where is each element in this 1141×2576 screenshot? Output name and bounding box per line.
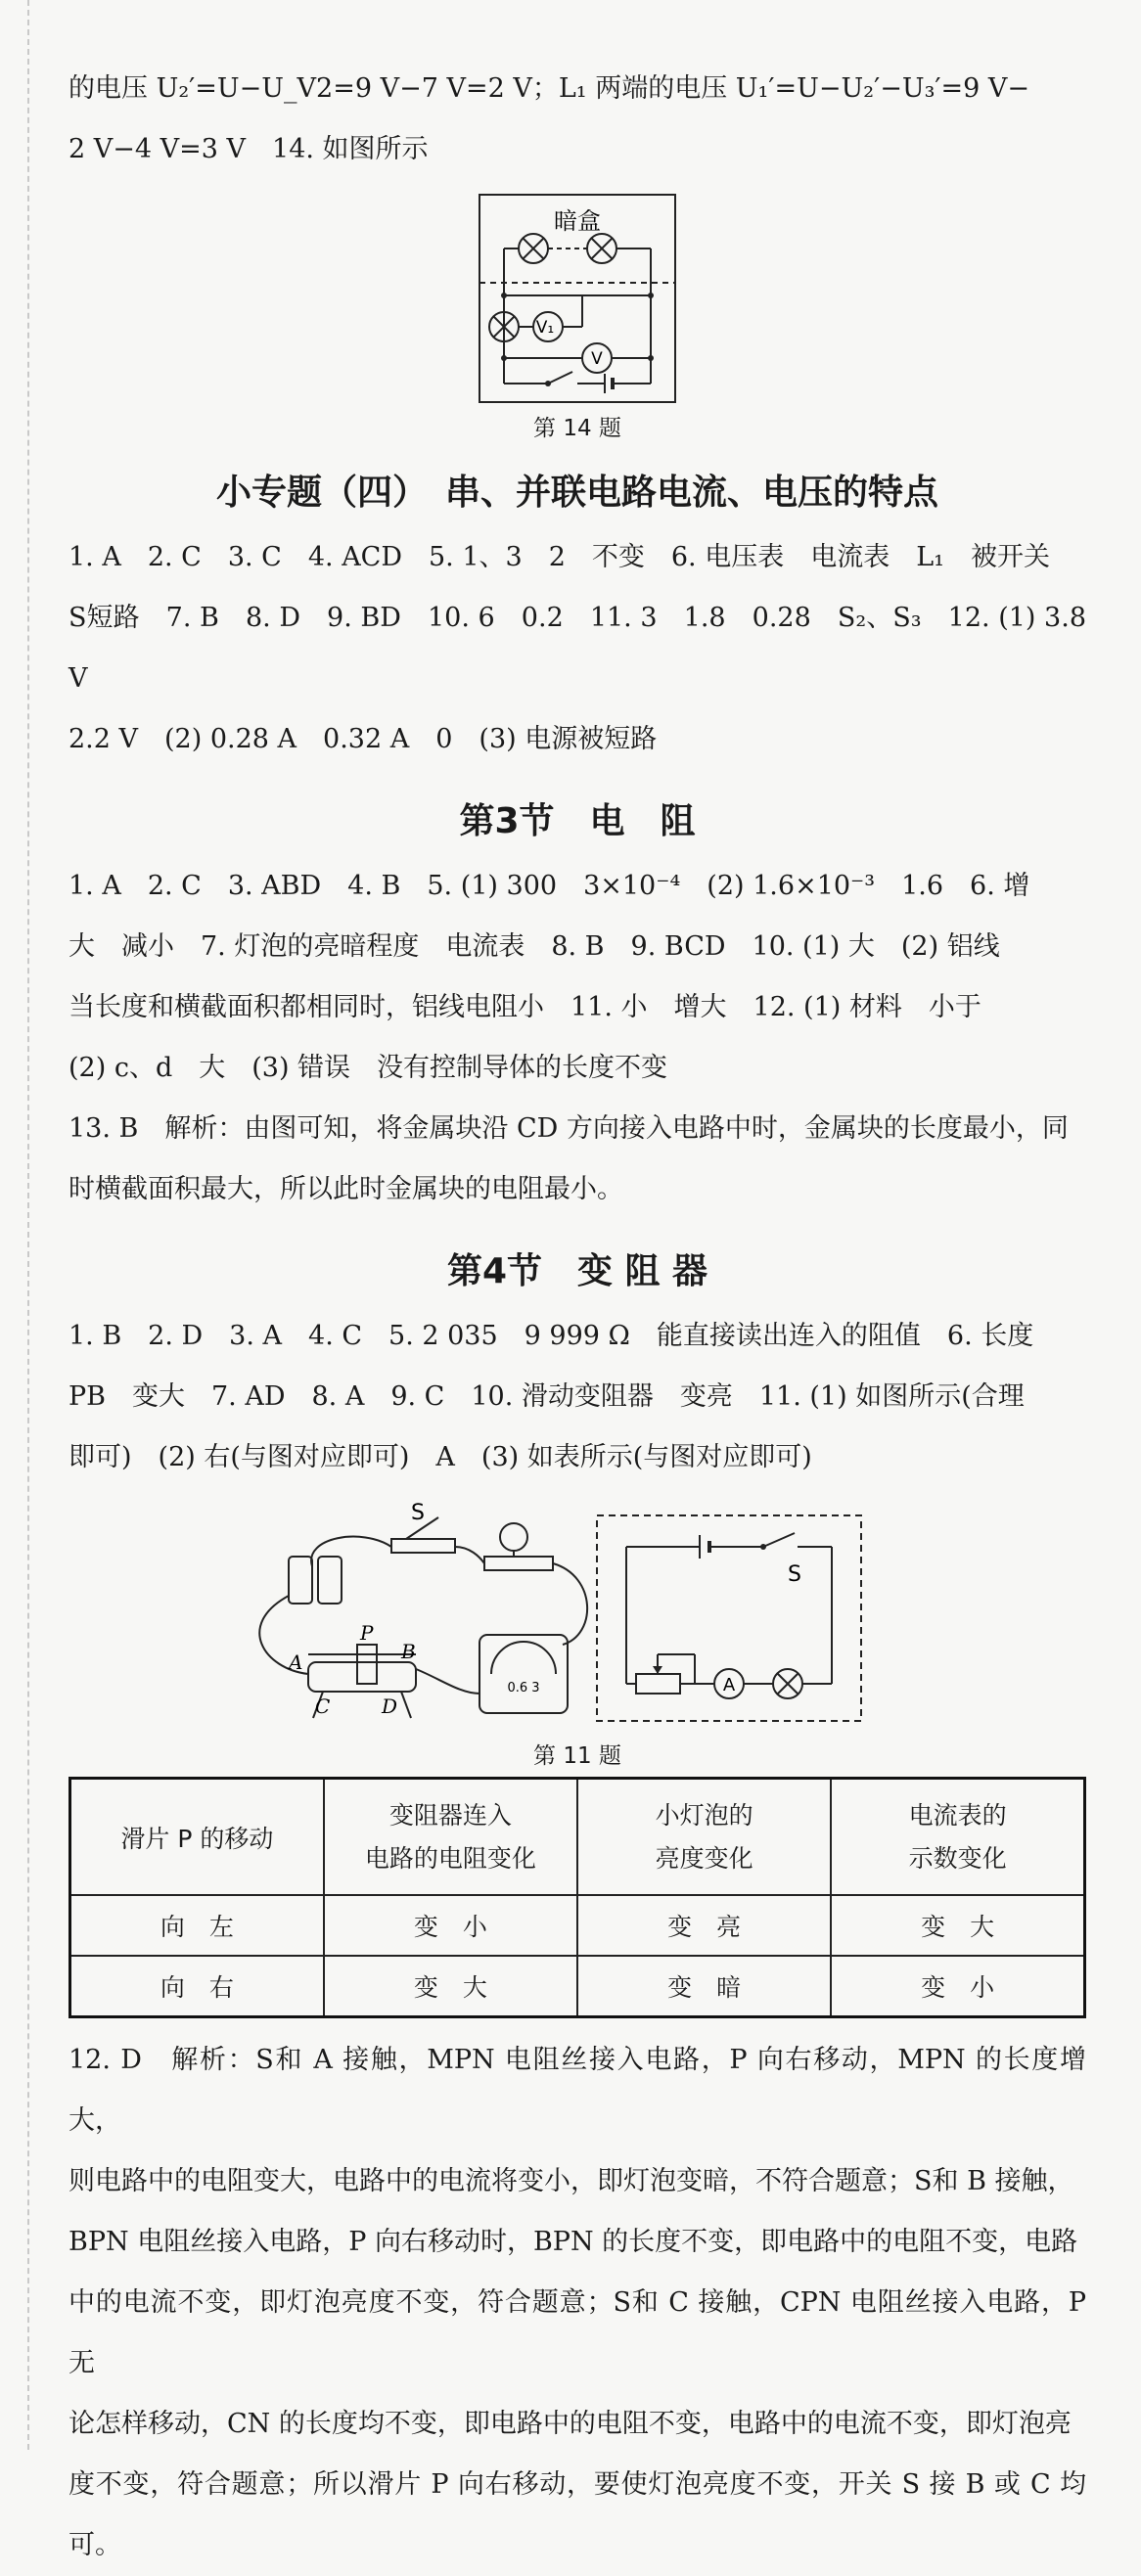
table-row (70, 1956, 1085, 2017)
table-header-cell: 滑片 P 的移动 (70, 1779, 324, 1896)
text-line: 13. B 解析：由图可知，将金属块沿 CD 方向接入电路中时，金属块的长度最小，同 (68, 1113, 1069, 1144)
circuit-diagram-14 (68, 190, 1086, 410)
table-row (70, 1895, 1085, 1956)
text-line: PB 变大 7. AD 8. A 9. C 10. 滑动变阻器 变亮 11. (1) 如图所示(合理 (68, 1381, 1025, 1412)
table-cell: 向 右 (70, 1956, 324, 2017)
table-cell: 变 亮 (577, 1895, 831, 1956)
table-header-cell: 电流表的 示数变化 (831, 1779, 1084, 1896)
text-line: 2.2 V (2) 0.28 A 0.32 A 0 (3) 电源被短路 (68, 724, 658, 754)
dark-box-label: 暗盒 (554, 207, 601, 235)
binding-margin-line (27, 0, 29, 2450)
text-line: 论怎样移动，CN 的长度均不变，即电路中的电阻不变，电路中的电流不变，即灯泡亮 (68, 2409, 1072, 2439)
meter-scale-label: 0.6 3 (507, 1681, 540, 1695)
slider-p-label: P (360, 1621, 374, 1645)
table-header-cell: 变阻器连入 电路的电阻变化 (324, 1779, 577, 1896)
table-header-cell: 小灯泡的 亮度变化 (577, 1779, 831, 1896)
text-line: 即可) (2) 右(与图对应即可) A (3) 如表所示(与图对应即可) (68, 1442, 812, 1472)
terminal-b-label: B (401, 1640, 416, 1663)
table-cell: 变 暗 (577, 1956, 831, 2017)
text-line: 12. D 解析：S和 A 接触，MPN 电阻丝接入电路，P 向右移动，MPN 的长度增大， (68, 2045, 1086, 2136)
voltmeter-v-label: V (591, 349, 603, 369)
table-cell: 变 小 (831, 1956, 1084, 2017)
text-line: 1. A 2. C 3. C 4. ACD 5. 1、3 2 不变 6. 电压表 电流表 L₁ 被开关 (68, 542, 1050, 572)
solution-12 (68, 2030, 1086, 2576)
circuit-illustration-11 (68, 1498, 1086, 1733)
figure-caption: 第 14 题 (533, 416, 621, 441)
voltmeter-v1-label: V₁ (535, 318, 555, 338)
text-line: 1. A 2. C 3. ABD 4. B 5. (1) 300 3×10⁻⁴ (2) 1.6×10⁻³ 1.6 6. 增 (68, 871, 1030, 901)
terminal-a-label: A (289, 1650, 303, 1674)
text-line: 时横截面积最大，所以此时金属块的电阻最小。 (68, 1174, 623, 1204)
text-line: 1. B 2. D 3. A 4. C 5. 2 035 9 999 Ω 能直接读出连入的阻值 6. 长度 (68, 1321, 1034, 1351)
section-title: 第4节 变 阻 器 (446, 1251, 708, 1291)
text-line: 的电压 U₂′=U−U_V2=9 V−7 V=2 V；L₁ 两端的电压 U₁′=U−U₂′−U₃′=9 V− (68, 73, 1030, 104)
terminal-d-label: D (382, 1695, 398, 1718)
figure-14 (68, 190, 1086, 449)
ammeter-label: A (722, 1675, 736, 1695)
figure-11 (68, 1498, 1086, 1777)
text-line: 度不变，符合题意；所以滑片 P 向右移动，要使灯泡亮度不变，开关 S 接 B 或 C 均可。 (68, 2469, 1086, 2560)
figure-caption: 第 11 题 (533, 1743, 621, 1769)
terminal-c-label: C (315, 1695, 331, 1718)
text-line: 大 减小 7. 灯泡的亮暗程度 电流表 8. B 9. BCD 10. (1) 大 (2) 铝线 (68, 931, 1000, 962)
answer-page (68, 59, 1086, 2576)
text-line: 2 V−4 V=3 V 14. 如图所示 (68, 134, 429, 164)
rheostat-table (68, 1777, 1086, 2018)
table-cell: 变 小 (324, 1895, 577, 1956)
table-cell: 向 左 (70, 1895, 324, 1956)
table-header-row (70, 1779, 1085, 1896)
table-cell: 变 大 (324, 1956, 577, 2017)
text-line: BPN 电阻丝接入电路，P 向右移动时，BPN 的长度不变，即电路中的电阻不变，电路 (68, 2227, 1078, 2257)
text-line: S短路 7. B 8. D 9. BD 10. 6 0.2 11. 3 1.8 0.28 S₂、S₃ 12. (1) 3.8 V (68, 603, 1086, 694)
text-line: 当长度和横截面积都相同时，铝线电阻小 11. 小 增大 12. (1) 材料 小于 (68, 992, 981, 1022)
text-line: (2) c、d 大 (3) 错误 没有控制导体的长度不变 (68, 1053, 668, 1083)
section-title: 第3节 电 阻 (459, 801, 696, 841)
section-title: 小专题（四） 串、并联电路电流、电压的特点 (215, 473, 938, 513)
switch-label: S (411, 1501, 425, 1525)
text-line: 中的电流不变，即灯泡亮度不变，符合题意；S和 C 接触，CPN 电阻丝接入电路，P 无 (68, 2287, 1086, 2378)
table-cell: 变 大 (831, 1895, 1084, 1956)
text-line: 则电路中的电阻变大，电路中的电流将变小，即灯泡变暗，不符合题意；S和 B 接触， (68, 2166, 1074, 2196)
schematic-switch-label: S (788, 1562, 801, 1587)
